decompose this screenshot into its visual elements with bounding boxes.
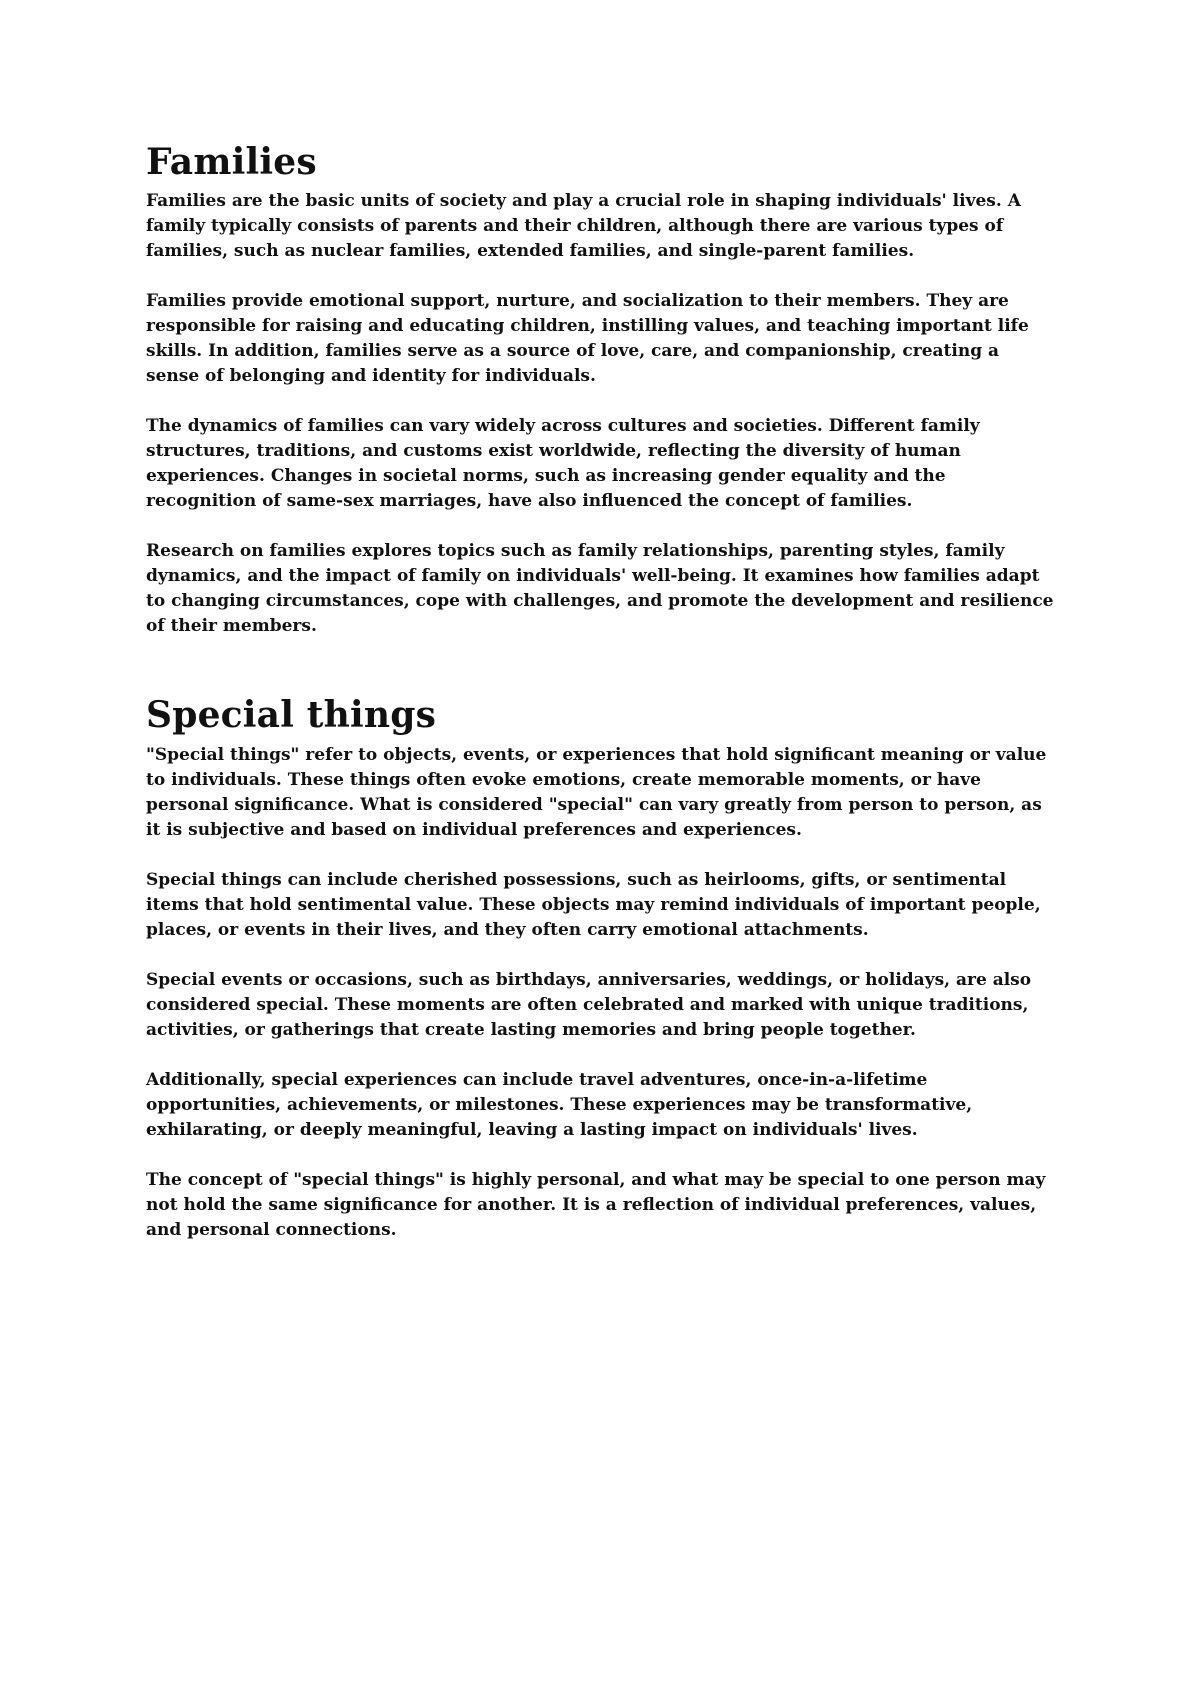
special-things-paragraph-5: The concept of "special things" is highly personal, and what may be special to one person may not hold the same significance for another. It is a reflection of individual preferences, values, and personal connections.: [146, 1169, 1046, 1240]
section-title-families: Families: [146, 141, 317, 183]
special-things-paragraph-4: Additionally, special experiences can include travel adventures, once-in-a-lifetime opportunities, achievements, or milestones. These experiences may be transformative, exhilarating, or deeply meaningful, leaving a lasting impact on individuals' lives.: [146, 1069, 973, 1140]
document-content: [146, 142, 1056, 1243]
families-paragraph-2: Families provide emotional support, nurture, and socialization to their members. They are responsible for raising and educating children, instilling values, and teaching important life skills. In addition, families serve as a source of love, care, and companionship, creating a sense of belonging and identity for individuals.: [146, 291, 1029, 387]
families-paragraph-4: Research on families explores topics such as family relationships, parenting styles, family dynamics, and the impact of family on individuals' well-being. It examines how families adapt to changing circumstances, cope with challenges, and promote the development and resilience of their members.: [146, 541, 1054, 637]
families-paragraph-1: Families are the basic units of society and play a crucial role in shaping individuals' lives. A family typically consists of parents and their children, although there are various types of families, such as nuclear families, extended families, and single-parent families.: [146, 191, 1021, 262]
special-things-paragraph-3: Special events or occasions, such as birthdays, anniversaries, weddings, or holidays, are also considered special. These moments are often celebrated and marked with unique traditions, activities, or gatherings that create lasting memories and bring people together.: [146, 969, 1032, 1040]
special-things-paragraph-2: Special things can include cherished possessions, such as heirlooms, gifts, or sentimental items that hold sentimental value. These objects may remind individuals of important people, places, or events in their lives, and they often carry emotional attachments.: [146, 869, 1041, 940]
section-special-things: [146, 695, 1056, 1242]
special-things-paragraph-1: "Special things" refer to objects, events, or experiences that hold significant meaning or value to individuals. These things often evoke emotions, create memorable moments, or have personal significance. What is considered "special" can vary greatly from person to person, as it is subjective and based on individual preferences and experiences.: [146, 744, 1047, 840]
section-title-special-things: Special things: [146, 694, 437, 737]
families-paragraph-3: The dynamics of families can vary widely across cultures and societies. Different family structures, traditions, and customs exist worldwide, reflecting the diversity of human experiences. Changes in societal norms, such as increasing gender equality and the recognition of same-sex marriages, have also influenced the concept of families.: [146, 416, 980, 512]
section-families: [146, 142, 1056, 639]
